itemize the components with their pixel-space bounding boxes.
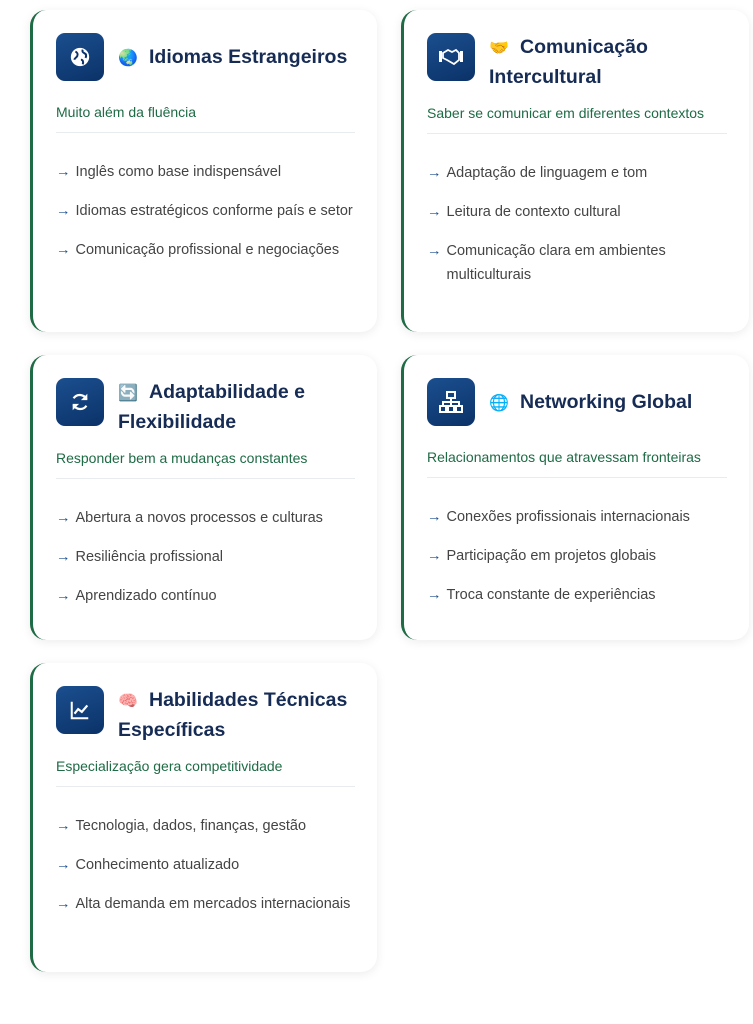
- card-title: [118, 378, 355, 436]
- card-header: [56, 686, 355, 744]
- list-item: [427, 583, 727, 607]
- card-title: [489, 378, 692, 418]
- card-subtitle: Saber se comunicar em diferentes contextos: [427, 105, 727, 134]
- card-title-text: Idiomas Estrangeiros: [149, 46, 348, 68]
- list-item: [427, 544, 727, 568]
- skill-card: [30, 10, 377, 332]
- network-icon: [427, 378, 475, 426]
- list-item: [56, 199, 355, 223]
- chart-line-icon: [56, 686, 104, 734]
- list-item-text: Tecnologia, dados, finanças, gestão: [75, 818, 307, 834]
- list-item-text: Alta demanda em mercados internacionais: [75, 896, 351, 912]
- arrow-icon: →: [427, 165, 442, 181]
- list-item: [56, 506, 355, 530]
- list-item-text: Resiliência profissional: [75, 549, 223, 565]
- card-list: [56, 160, 355, 262]
- list-item: [56, 814, 355, 838]
- list-item: [56, 545, 355, 569]
- list-item-text: Comunicação clara em ambientes multiculturais: [446, 243, 666, 283]
- card-subtitle: Relacionamentos que atravessam fronteiras: [427, 449, 727, 478]
- list-item-text: Comunicação profissional e negociações: [75, 242, 340, 258]
- list-item: [56, 892, 355, 916]
- card-title-text: Habilidades Técnicas Específicas: [118, 689, 348, 741]
- arrow-icon: →: [56, 242, 71, 258]
- card-header: [56, 33, 355, 81]
- list-item-text: Leitura de contexto cultural: [446, 204, 621, 220]
- arrow-icon: →: [427, 548, 442, 564]
- list-item-text: Idiomas estratégicos conforme país e setor: [75, 203, 353, 219]
- list-item-text: Troca constante de experiências: [446, 587, 656, 603]
- card-title: [118, 686, 355, 744]
- handshake-icon: [427, 33, 475, 81]
- list-item: [427, 239, 727, 287]
- card-title-text: Adaptabilidade e Flexibilidade: [118, 381, 306, 433]
- card-header: [56, 378, 355, 436]
- emoji-icon: 🤝: [489, 40, 509, 57]
- card-header: [427, 33, 727, 91]
- arrow-icon: →: [56, 818, 71, 834]
- emoji-icon: 🌐: [489, 395, 509, 412]
- arrow-icon: →: [427, 509, 442, 525]
- emoji-icon: 🧠: [118, 693, 138, 710]
- card-list: [56, 506, 355, 608]
- list-item: [427, 200, 727, 224]
- list-item: [56, 160, 355, 184]
- arrow-icon: →: [427, 204, 442, 220]
- card-subtitle: Muito além da fluência: [56, 104, 355, 133]
- arrow-icon: →: [427, 243, 442, 259]
- skills-grid: [30, 10, 749, 972]
- arrow-icon: →: [56, 549, 71, 565]
- list-item-text: Participação em projetos globais: [446, 548, 657, 564]
- list-item-text: Conexões profissionais internacionais: [446, 509, 690, 525]
- globe-icon: [56, 33, 104, 81]
- list-item: [56, 238, 355, 262]
- skill-card: [30, 355, 377, 640]
- list-item-text: Abertura a novos processos e culturas: [75, 510, 323, 526]
- arrow-icon: →: [56, 857, 71, 873]
- card-title-text: Networking Global: [520, 391, 693, 413]
- refresh-icon: [56, 378, 104, 426]
- skill-card: [401, 355, 749, 640]
- card-subtitle: Responder bem a mudanças constantes: [56, 450, 355, 479]
- list-item: [427, 161, 727, 185]
- card-list: [427, 161, 727, 287]
- arrow-icon: →: [56, 588, 71, 604]
- card-list: [427, 505, 727, 607]
- emoji-icon: 🔄: [118, 385, 138, 402]
- list-item-text: Adaptação de linguagem e tom: [446, 165, 648, 181]
- arrow-icon: →: [427, 587, 442, 603]
- card-title: [489, 33, 727, 91]
- skill-card: [401, 10, 749, 332]
- arrow-icon: →: [56, 896, 71, 912]
- list-item-text: Inglês como base indispensável: [75, 164, 282, 180]
- list-item-text: Aprendizado contínuo: [75, 588, 217, 604]
- arrow-icon: →: [56, 203, 71, 219]
- card-list: [56, 814, 355, 916]
- card-header: [427, 378, 727, 426]
- card-title: [118, 33, 347, 73]
- list-item: [56, 853, 355, 877]
- list-item: [56, 584, 355, 608]
- emoji-icon: 🌏: [118, 50, 138, 67]
- arrow-icon: →: [56, 164, 71, 180]
- list-item: [427, 505, 727, 529]
- card-subtitle: Especialização gera competitividade: [56, 758, 355, 787]
- card-title-text: Comunicação Intercultural: [489, 36, 648, 88]
- skill-card: [30, 663, 377, 972]
- list-item-text: Conhecimento atualizado: [75, 857, 240, 873]
- arrow-icon: →: [56, 510, 71, 526]
